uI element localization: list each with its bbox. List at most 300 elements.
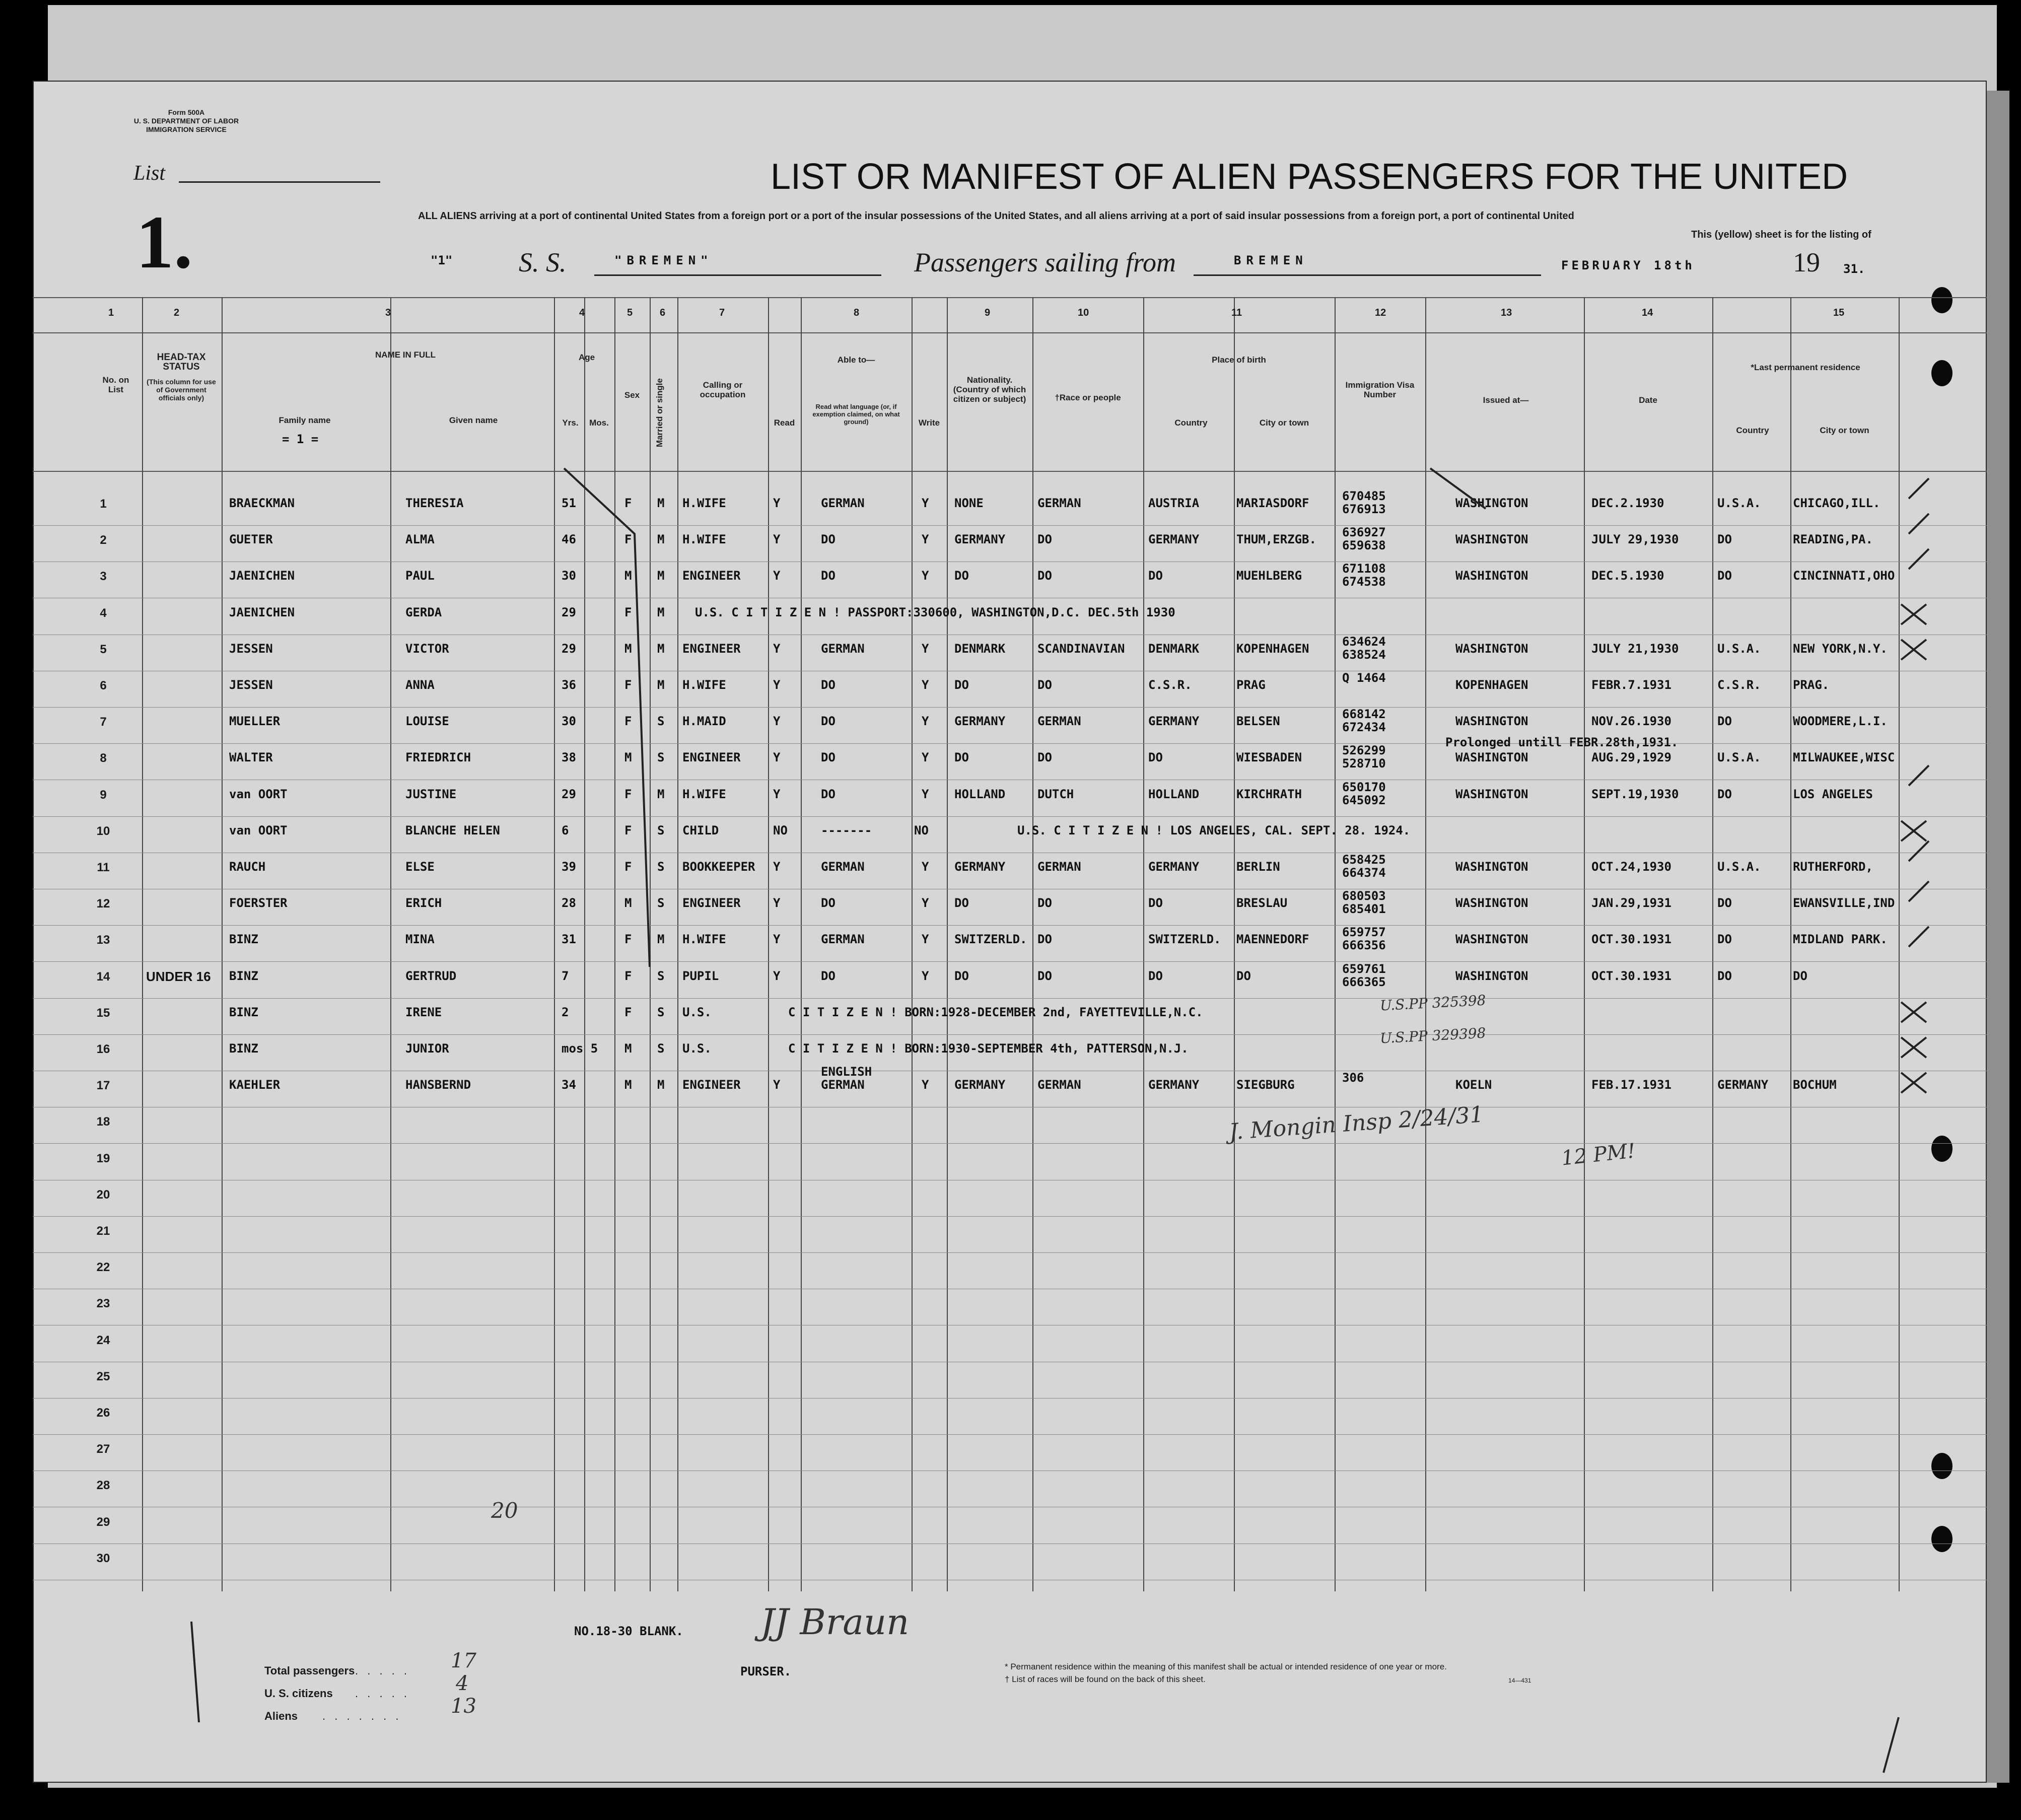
read-language: GERMAN <box>821 932 865 947</box>
can-read: Y <box>773 678 781 692</box>
occupation: H.WIFE <box>682 787 726 801</box>
row-number: 1 <box>100 497 107 511</box>
row-number: 28 <box>96 1479 110 1493</box>
header-mos: Mos. <box>589 418 609 428</box>
given-name: JUSTINE <box>405 787 457 801</box>
birth-city: MARIASDORF <box>1236 496 1309 510</box>
race: DO <box>1037 896 1052 911</box>
row-number: 26 <box>96 1406 110 1420</box>
nationality: DENMARK <box>954 641 1006 656</box>
issued-at: WASHINGTON <box>1455 968 1528 983</box>
race: DO <box>1037 968 1052 983</box>
residence-city: LOS ANGELES <box>1793 787 1873 801</box>
race: DO <box>1037 569 1052 583</box>
visa-number-2: 685401 <box>1342 902 1386 917</box>
row-number: 16 <box>96 1042 110 1056</box>
sailing-label: Passengers sailing from <box>914 247 1176 277</box>
header-race: †Race or people <box>1055 393 1121 402</box>
family-name: JAENICHEN <box>229 605 295 619</box>
birth-country: DO <box>1148 750 1163 765</box>
issued-at: WASHINGTON <box>1455 714 1528 729</box>
residence-city: CINCINNATI,OHO <box>1793 569 1895 583</box>
residence-country: DO <box>1717 896 1732 911</box>
sex: F <box>624 823 632 837</box>
can-read: Y <box>773 896 781 911</box>
occupation: ENGINEER <box>682 1078 741 1092</box>
birth-city: SIEGBURG <box>1236 1078 1295 1092</box>
column-number: 8 <box>854 307 860 318</box>
given-name: ELSE <box>405 860 435 874</box>
visa-number: 658425 <box>1342 853 1386 867</box>
visa-date: FEBR.7.1931 <box>1591 678 1671 692</box>
age-years: 29 <box>562 787 576 801</box>
age-years: 51 <box>562 496 576 510</box>
header-able-to: Able to— <box>837 355 875 365</box>
residence-country: DO <box>1717 932 1732 947</box>
list-number-typed: "1" <box>431 253 453 267</box>
can-write: Y <box>922 532 929 547</box>
sex: M <box>624 569 632 583</box>
can-read: Y <box>773 641 781 656</box>
family-name: BINZ <box>229 932 258 947</box>
birth-country: DO <box>1148 569 1163 583</box>
sex: M <box>624 896 632 911</box>
residence-country: U.S.A. <box>1717 641 1761 656</box>
sex: F <box>624 860 632 874</box>
residence-city: NEW YORK,N.Y. <box>1793 641 1888 656</box>
row-number: 14 <box>96 969 110 984</box>
year-prefix: 19 <box>1793 247 1820 277</box>
family-name: JAENICHEN <box>229 569 295 583</box>
visa-number: 680503 <box>1342 889 1386 903</box>
can-read: Y <box>773 787 781 801</box>
nationality: DO <box>954 968 969 983</box>
column-number: 5 <box>627 307 633 318</box>
family-name: BINZ <box>229 1005 258 1019</box>
inspector-note: J. Mongin Insp 2/24/31 <box>1228 1101 1485 1145</box>
birth-country: HOLLAND <box>1148 787 1200 801</box>
given-name: FRIEDRICH <box>405 750 471 765</box>
marital-status: S <box>657 968 665 983</box>
service: IMMIGRATION SERVICE <box>146 125 227 133</box>
nationality: SWITZERLD. <box>954 932 1027 947</box>
occupation: U.S. <box>682 1005 712 1019</box>
issued-at: WASHINGTON <box>1455 532 1528 547</box>
marital-status: M <box>657 678 665 692</box>
nationality: GERMANY <box>954 532 1006 547</box>
marital-status: M <box>657 641 665 656</box>
header-write: Write <box>918 418 940 428</box>
race: DO <box>1037 678 1052 692</box>
family-name: MUELLER <box>229 714 281 729</box>
row-number: 19 <box>96 1151 110 1165</box>
family-name: BINZ <box>229 968 258 983</box>
header-res-country: Country <box>1736 426 1769 435</box>
given-name: PAUL <box>405 569 435 583</box>
issued-at: WASHINGTON <box>1455 896 1528 911</box>
visa-number-2: 672434 <box>1342 720 1386 735</box>
port-of-departure: BREMEN <box>1234 253 1308 267</box>
visa-date: NOV.26.1930 <box>1591 714 1671 729</box>
residence-city: DO <box>1793 968 1807 983</box>
header-married-single: Married or single <box>655 378 664 448</box>
race: GERMAN <box>1037 496 1081 510</box>
can-read: Y <box>773 860 781 874</box>
aliens-value: 13 <box>451 1695 476 1718</box>
nationality: DO <box>954 896 969 911</box>
family-name-typed: = 1 = <box>282 432 319 446</box>
read-language: GERMAN <box>821 641 865 656</box>
nationality: GERMANY <box>954 1078 1006 1092</box>
purser-signature: JJ Braun <box>760 1601 910 1643</box>
check-mark <box>1909 765 1929 786</box>
birth-city: THUM,ERZGB. <box>1236 532 1316 547</box>
header-read: Read <box>774 418 795 428</box>
residence-country: DO <box>1717 569 1732 583</box>
visa-number-2: 664374 <box>1342 866 1386 880</box>
row-number: 9 <box>100 788 107 802</box>
leader-dots: . . . . . <box>355 1664 410 1677</box>
x-mark <box>1901 1073 1926 1093</box>
occupation: ENGINEER <box>682 569 741 583</box>
visa-number: 659757 <box>1342 925 1386 940</box>
given-name: ALMA <box>405 532 435 547</box>
residence-country: GERMANY <box>1717 1078 1769 1092</box>
issued-at: WASHINGTON <box>1455 860 1528 874</box>
age-years: 28 <box>562 896 576 911</box>
issued-at: WASHINGTON <box>1455 569 1528 583</box>
race: SCANDINAVIAN <box>1037 641 1125 656</box>
x-mark <box>1901 1002 1926 1022</box>
issued-at: WASHINGTON <box>1455 641 1528 656</box>
residence-country: DO <box>1717 714 1732 729</box>
marital-status: M <box>657 1078 665 1092</box>
subtitle-line-1: ALL ALIENS arriving at a port of continental United States from a foreign port or a port of the insular possessions of the United States, and all aliens arriving at a port of said insular possessions from a foreign port, a port of continental United <box>418 211 1574 222</box>
birth-city: MUEHLBERG <box>1236 569 1302 583</box>
given-name: VICTOR <box>405 641 449 656</box>
residence-country: DO <box>1717 968 1732 983</box>
header-nationality: Nationality. (Country of which citizen or subject) <box>953 375 1026 404</box>
age-years: 6 <box>562 823 569 837</box>
can-write: Y <box>922 714 929 729</box>
visa-extension-note: Prolonged untill FEBR.28th,1931. <box>1445 735 1679 750</box>
nationality: DO <box>954 750 969 765</box>
marital-status: M <box>657 605 665 619</box>
occupation: H.WIFE <box>682 932 726 947</box>
can-write: NO <box>914 823 929 837</box>
column-number: 1 <box>108 307 114 318</box>
check-mark <box>1909 927 1929 947</box>
residence-city: MIDLAND PARK. <box>1793 932 1888 947</box>
marital-status: M <box>657 932 665 947</box>
birth-country: C.S.R. <box>1148 678 1192 692</box>
year-suffix: 31. <box>1843 262 1865 276</box>
can-write: Y <box>922 787 929 801</box>
occupation: H.WIFE <box>682 678 726 692</box>
header-birth-country: Country <box>1174 418 1208 428</box>
marital-status: S <box>657 750 665 765</box>
age-years: 31 <box>562 932 576 947</box>
nationality: NONE <box>954 496 984 510</box>
passport-note-2: U.S.PP 329398 <box>1379 1024 1487 1047</box>
can-read: Y <box>773 714 781 729</box>
header-visa-number: Immigration Visa Number <box>1345 380 1415 399</box>
occupation: ENGINEER <box>682 641 741 656</box>
sex: M <box>624 1041 632 1056</box>
column-number: 4 <box>579 307 585 318</box>
age-years: 34 <box>562 1078 576 1092</box>
row-number: 2 <box>100 533 107 547</box>
residence-country: U.S.A. <box>1717 496 1761 510</box>
can-read: NO <box>773 823 788 837</box>
check-mark <box>1909 841 1929 861</box>
form-code: 14—431 <box>1508 1677 1531 1684</box>
header-yrs: Yrs. <box>562 418 579 428</box>
residence-city: BOCHUM <box>1793 1078 1837 1092</box>
occupation: H.MAID <box>682 714 726 729</box>
column-number: 11 <box>1231 307 1242 318</box>
birth-country: GERMANY <box>1148 714 1200 729</box>
marital-status: S <box>657 896 665 911</box>
birth-country: AUSTRIA <box>1148 496 1200 510</box>
can-write: Y <box>922 932 929 947</box>
residence-city: RUTHERFORD, <box>1793 860 1873 874</box>
marital-status: M <box>657 569 665 583</box>
header-birth-city: City or town <box>1259 418 1309 428</box>
read-language-2: ENGLISH <box>821 1065 872 1079</box>
ss-label: S. S. <box>519 247 567 277</box>
can-read: Y <box>773 932 781 947</box>
family-name: van OORT <box>229 823 288 837</box>
check-mark <box>1909 549 1929 569</box>
column-number: 7 <box>719 307 725 318</box>
occupation: H.WIFE <box>682 532 726 547</box>
read-language: DO <box>821 532 835 547</box>
birth-country: GERMANY <box>1148 532 1200 547</box>
read-language: DO <box>821 569 835 583</box>
marital-status: S <box>657 714 665 729</box>
check-mark <box>1909 478 1929 499</box>
header-issued-at: Issued at— <box>1483 395 1529 405</box>
family-name: FOERSTER <box>229 896 288 911</box>
leader-dots: . . . . . <box>355 1687 410 1700</box>
blank-rows-note: NO.18-30 BLANK. <box>574 1624 683 1638</box>
column-number: 2 <box>174 307 180 318</box>
given-name: GERTRUD <box>405 968 457 983</box>
row-number: 12 <box>96 897 110 911</box>
header-calling: Calling or occupation <box>700 380 746 399</box>
family-name: JESSEN <box>229 678 273 692</box>
header-no-on-list: No. on List <box>102 375 129 394</box>
x-mark <box>1901 604 1926 624</box>
row-number: 7 <box>100 715 107 729</box>
visa-number-2: 528710 <box>1342 756 1386 771</box>
can-write: Y <box>922 896 929 911</box>
nationality: GERMANY <box>954 714 1006 729</box>
age-years: 29 <box>562 605 576 619</box>
age-years: 36 <box>562 678 576 692</box>
given-name: JUNIOR <box>405 1041 449 1056</box>
passport-note-1: U.S.PP 325398 <box>1379 992 1487 1014</box>
sex: F <box>624 932 632 947</box>
read-language: DO <box>821 787 835 801</box>
birth-country: DO <box>1148 896 1163 911</box>
issued-at: KOELN <box>1455 1078 1492 1092</box>
age-years: 38 <box>562 750 576 765</box>
visa-date: JAN.29,1931 <box>1591 896 1671 911</box>
header-given-name: Given name <box>449 415 498 425</box>
can-write: Y <box>922 678 929 692</box>
marital-status: M <box>657 787 665 801</box>
citizen-note: U.S. C I T I Z E N ! PASSPORT:330600, WASHINGTON,D.C. DEC.5th 1930 <box>695 605 1175 619</box>
sex: F <box>624 605 632 619</box>
sex: F <box>624 678 632 692</box>
row-number: 4 <box>100 606 107 620</box>
us-citizens-label: U. S. citizens <box>264 1687 333 1700</box>
age-years: 39 <box>562 860 576 874</box>
family-name: JESSEN <box>229 641 273 656</box>
column-number: 12 <box>1375 307 1386 318</box>
column-number: 14 <box>1642 307 1653 318</box>
race: GERMAN <box>1037 1078 1081 1092</box>
row-number: 11 <box>97 861 110 874</box>
visa-number: 668142 <box>1342 707 1386 722</box>
marital-status: M <box>657 532 665 547</box>
ship-name: "BREMEN" <box>614 253 713 267</box>
birth-city: MAENNEDORF <box>1236 932 1309 947</box>
row-number: 27 <box>96 1442 110 1456</box>
row-number: 22 <box>96 1261 110 1275</box>
visa-number-2: 676913 <box>1342 502 1386 516</box>
row-number: 8 <box>100 751 107 765</box>
age-years: 2 <box>562 1005 569 1019</box>
race: GERMAN <box>1037 714 1081 729</box>
visa-number: 636927 <box>1342 525 1386 540</box>
header-place-of-birth: Place of birth <box>1212 355 1266 365</box>
given-name: BLANCHE HELEN <box>405 823 500 837</box>
birth-city: PRAG <box>1236 678 1266 692</box>
visa-date: OCT.30.1931 <box>1591 968 1671 983</box>
ditto-line <box>1430 468 1486 509</box>
read-language: DO <box>821 896 835 911</box>
read-language: DO <box>821 678 835 692</box>
visa-number-2: 666356 <box>1342 938 1386 953</box>
birth-city: WIESBADEN <box>1236 750 1302 765</box>
race: DO <box>1037 750 1052 765</box>
footnote-races: † List of races will be found on the back of this sheet. <box>1005 1674 1206 1684</box>
birth-city: BRESLAU <box>1236 896 1288 911</box>
issued-at: WASHINGTON <box>1455 496 1528 510</box>
read-language: DO <box>821 750 835 765</box>
read-language: GERMAN <box>821 496 865 510</box>
occupation: H.WIFE <box>682 496 726 510</box>
given-name: GERDA <box>405 605 442 619</box>
birth-city: BERLIN <box>1236 860 1280 874</box>
age-years: mos 5 <box>562 1041 598 1056</box>
form-number: Form 500A <box>168 108 205 116</box>
header-sex: Sex <box>624 390 640 400</box>
given-name: MINA <box>405 932 435 947</box>
age-years: 7 <box>562 968 569 983</box>
residence-city: PRAG. <box>1793 678 1830 692</box>
read-language: ------- <box>821 823 872 837</box>
column-number: 15 <box>1833 307 1845 318</box>
family-name: BINZ <box>229 1041 258 1056</box>
column-number: 9 <box>985 307 991 318</box>
race: DO <box>1037 532 1052 547</box>
row-number: 15 <box>96 1006 110 1020</box>
visa-date: JULY 29,1930 <box>1591 532 1679 547</box>
row-number: 30 <box>96 1551 110 1565</box>
sailing-date: FEBRUARY 18th <box>1561 258 1695 272</box>
read-language: GERMAN <box>821 860 865 874</box>
occupation: PUPIL <box>682 968 719 983</box>
row-number: 6 <box>100 679 107 692</box>
can-read: Y <box>773 496 781 510</box>
residence-country: C.S.R. <box>1717 678 1761 692</box>
visa-date: SEPT.19,1930 <box>1591 787 1679 801</box>
row-number: 24 <box>96 1333 110 1347</box>
visa-date: JULY 21,1930 <box>1591 641 1679 656</box>
can-read: Y <box>773 569 781 583</box>
visa-number: 526299 <box>1342 743 1386 758</box>
visa-date: AUG.29,1929 <box>1591 750 1671 765</box>
nationality: DO <box>954 569 969 583</box>
residence-city: CHICAGO,ILL. <box>1793 496 1880 510</box>
issued-at: KOPENHAGEN <box>1455 678 1528 692</box>
sex: F <box>624 968 632 983</box>
sex: F <box>624 532 632 547</box>
race: DUTCH <box>1037 787 1074 801</box>
occupation: BOOKKEEPER <box>682 860 755 874</box>
visa-number: 650170 <box>1342 780 1386 794</box>
citizen-note: C I T I Z E N ! BORN:1928-DECEMBER 2nd, FAYETTEVILLE,N.C. <box>788 1005 1203 1019</box>
given-name: THERESIA <box>405 496 464 510</box>
visa-date: DEC.5.1930 <box>1591 569 1664 583</box>
visa-number: 659761 <box>1342 961 1386 976</box>
subtitle-line-2: This (yellow) sheet is for the listing of <box>1691 229 1871 240</box>
row-number: 21 <box>96 1224 110 1238</box>
can-write: Y <box>922 641 929 656</box>
can-write: Y <box>922 1078 929 1092</box>
visa-number-2: 659638 <box>1342 538 1386 553</box>
visa-number: Q 1464 <box>1342 671 1386 685</box>
inspector-time: 12 PM! <box>1560 1139 1637 1170</box>
row-number: 5 <box>100 642 107 656</box>
occupation: ENGINEER <box>682 896 741 911</box>
sex: F <box>624 496 632 510</box>
family-name: RAUCH <box>229 860 266 874</box>
check-mark <box>1909 514 1929 534</box>
occupation: U.S. <box>682 1041 712 1056</box>
given-name: LOUISE <box>405 714 449 729</box>
given-name: IRENE <box>405 1005 442 1019</box>
check-mark <box>1884 1717 1899 1773</box>
read-language: GERMAN <box>821 1078 865 1092</box>
can-write: Y <box>922 860 929 874</box>
residence-city: WOODMERE,L.I. <box>1793 714 1888 729</box>
header-head-tax: HEAD-TAX STATUS <box>157 352 206 372</box>
age-years: 29 <box>562 641 576 656</box>
row-number: 20 <box>96 1187 110 1202</box>
aliens-label: Aliens <box>264 1710 298 1722</box>
age-years: 30 <box>562 569 576 583</box>
citizen-note: C I T I Z E N ! BORN:1930-SEPTEMBER 4th, PATTERSON,N.J. <box>788 1041 1189 1056</box>
nationality: DO <box>954 678 969 692</box>
residence-country: DO <box>1717 787 1732 801</box>
ditto-line <box>564 468 650 967</box>
header-read-what: Read what language (or, if exemption claimed, on what ground) <box>812 403 900 426</box>
